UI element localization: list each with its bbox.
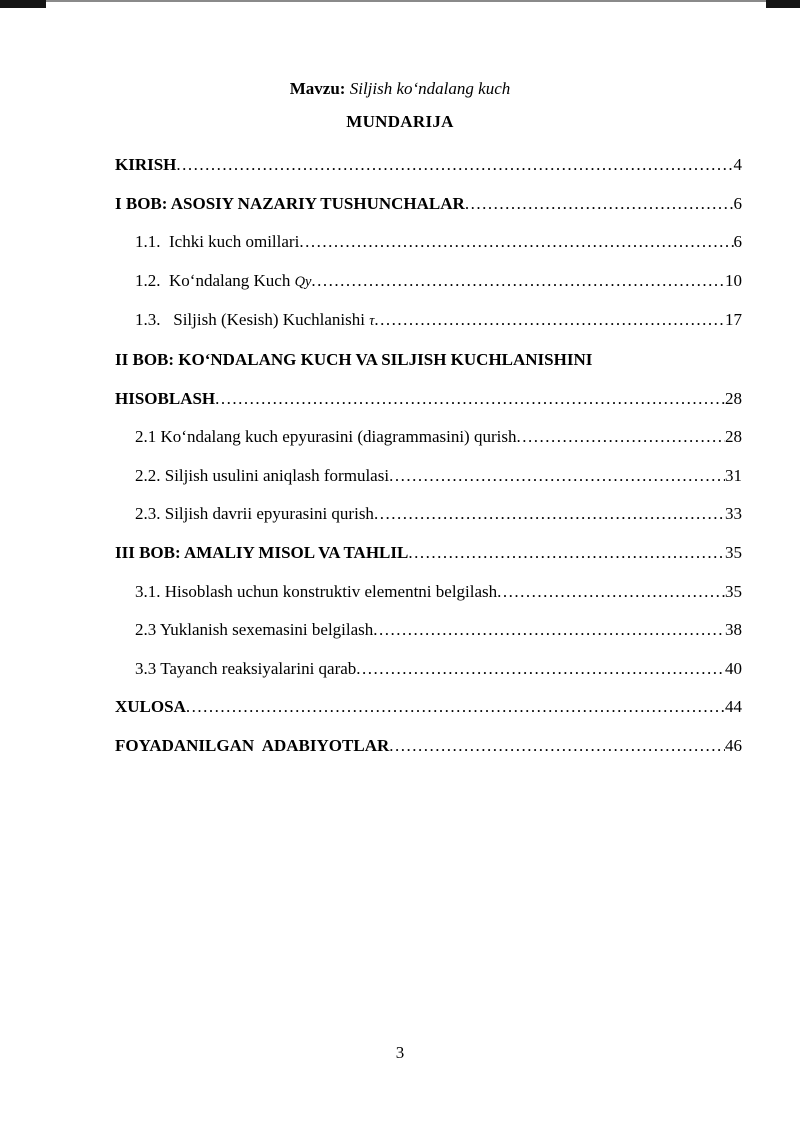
dot-leader	[176, 146, 733, 185]
toc-entry-label: FOYADANILGAN ADABIYOTLAR	[115, 735, 390, 755]
toc-entry-label: 2.1 Ko‘ndalang kuch epyurasini (diagrammasini) qurish	[135, 427, 517, 447]
toc-entry-page: 46	[725, 735, 742, 755]
toc-entry-page: 28	[725, 427, 742, 447]
toc-entry-label: 2.3. Siljish davrii epyurasini qurish	[135, 504, 374, 524]
toc-entry-label-italic: Qy	[294, 273, 312, 290]
topic-label: Mavzu:	[289, 79, 346, 98]
toc-entry-page: 6	[733, 232, 742, 252]
page-number: 3	[395, 1043, 405, 1062]
scan-artifact-right	[766, 0, 800, 8]
toc-entry-page: 31	[725, 465, 742, 485]
dot-leader	[311, 262, 725, 301]
toc-entry	[115, 688, 742, 727]
toc-entry-label: II BOB: KO‘NDALANG KUCH VA SILJISH KUCHLANISHINI	[115, 349, 593, 369]
toc-entry-page: 35	[725, 542, 742, 562]
toc-entry	[115, 146, 742, 185]
toc-entry	[115, 611, 742, 650]
topic-line	[0, 72, 800, 105]
toc-entry	[115, 534, 742, 573]
toc-entry	[115, 573, 742, 612]
dot-leader	[374, 301, 725, 340]
toc-entry-label: III BOB: AMALIY MISOL VA TAHLIL	[115, 542, 409, 562]
toc-entry	[115, 727, 742, 766]
toc-entry-page: 6	[733, 193, 742, 213]
dot-leader	[389, 727, 725, 766]
table-of-contents	[115, 146, 742, 766]
toc-entry-page: 35	[725, 581, 742, 601]
dot-leader	[299, 223, 733, 262]
toc-entry-page: 38	[725, 620, 742, 640]
toc-entry	[115, 223, 742, 262]
scan-artifact-topline	[0, 0, 800, 2]
toc-entry	[115, 495, 742, 534]
toc-entry	[115, 418, 742, 457]
toc-entry-label: 1.3. Siljish (Kesish) Kuchlanishi	[135, 310, 370, 330]
scan-artifact-left	[0, 0, 46, 8]
toc-entry-page: 44	[725, 697, 742, 717]
toc-entry	[115, 185, 742, 224]
dot-leader	[215, 380, 725, 419]
toc-heading: MUNDARIJA	[346, 112, 454, 131]
toc-entry-page: 40	[725, 658, 742, 678]
toc-entry-label: HISOBLASH	[115, 388, 216, 408]
dot-leader	[374, 495, 725, 534]
toc-entry	[115, 457, 742, 496]
toc-entry	[115, 341, 742, 380]
toc-entry-page: 10	[725, 270, 742, 290]
toc-entry-label: KIRISH	[115, 155, 177, 174]
toc-entry-label: 1.2. Ko‘ndalang Kuch	[135, 270, 295, 290]
toc-entry-label-italic: τ	[369, 313, 375, 330]
toc-entry	[115, 301, 742, 341]
toc-entry-label: 1.1. Ichki kuch omillari	[135, 232, 300, 252]
toc-entry	[115, 650, 742, 689]
dot-leader	[497, 573, 725, 612]
topic-title: Siljish ko‘ndalang kuch	[345, 79, 511, 98]
toc-entry-wrap-line	[115, 380, 742, 419]
toc-entry-label: I BOB: ASOSIY NAZARIY TUSHUNCHALAR	[115, 193, 465, 213]
toc-entry-label: 3.1. Hisoblash uchun konstruktiv elementni belgilash	[135, 581, 498, 601]
toc-entry-page: 28	[725, 388, 742, 408]
dot-leader	[356, 650, 725, 689]
toc-entry-label: 2.2. Siljish usulini aniqlash formulasi	[135, 465, 390, 485]
toc-entry	[115, 262, 742, 302]
dot-leader	[186, 688, 725, 727]
toc-entry-page: 33	[725, 504, 742, 524]
dot-leader	[373, 611, 725, 650]
toc-entry-label: 3.3 Tayanch reaksiyalarini qarab	[135, 658, 357, 678]
toc-entry-page: 4	[733, 155, 742, 174]
dot-leader	[389, 457, 725, 496]
toc-entry-page: 17	[725, 310, 742, 330]
dot-leader	[465, 185, 734, 224]
dot-leader	[408, 534, 725, 573]
toc-entry-label: XULOSA	[115, 697, 186, 717]
toc-entry-label: 2.3 Yuklanish sexemasini belgilash	[135, 620, 374, 640]
dot-leader	[516, 418, 725, 457]
document-header	[0, 0, 800, 138]
